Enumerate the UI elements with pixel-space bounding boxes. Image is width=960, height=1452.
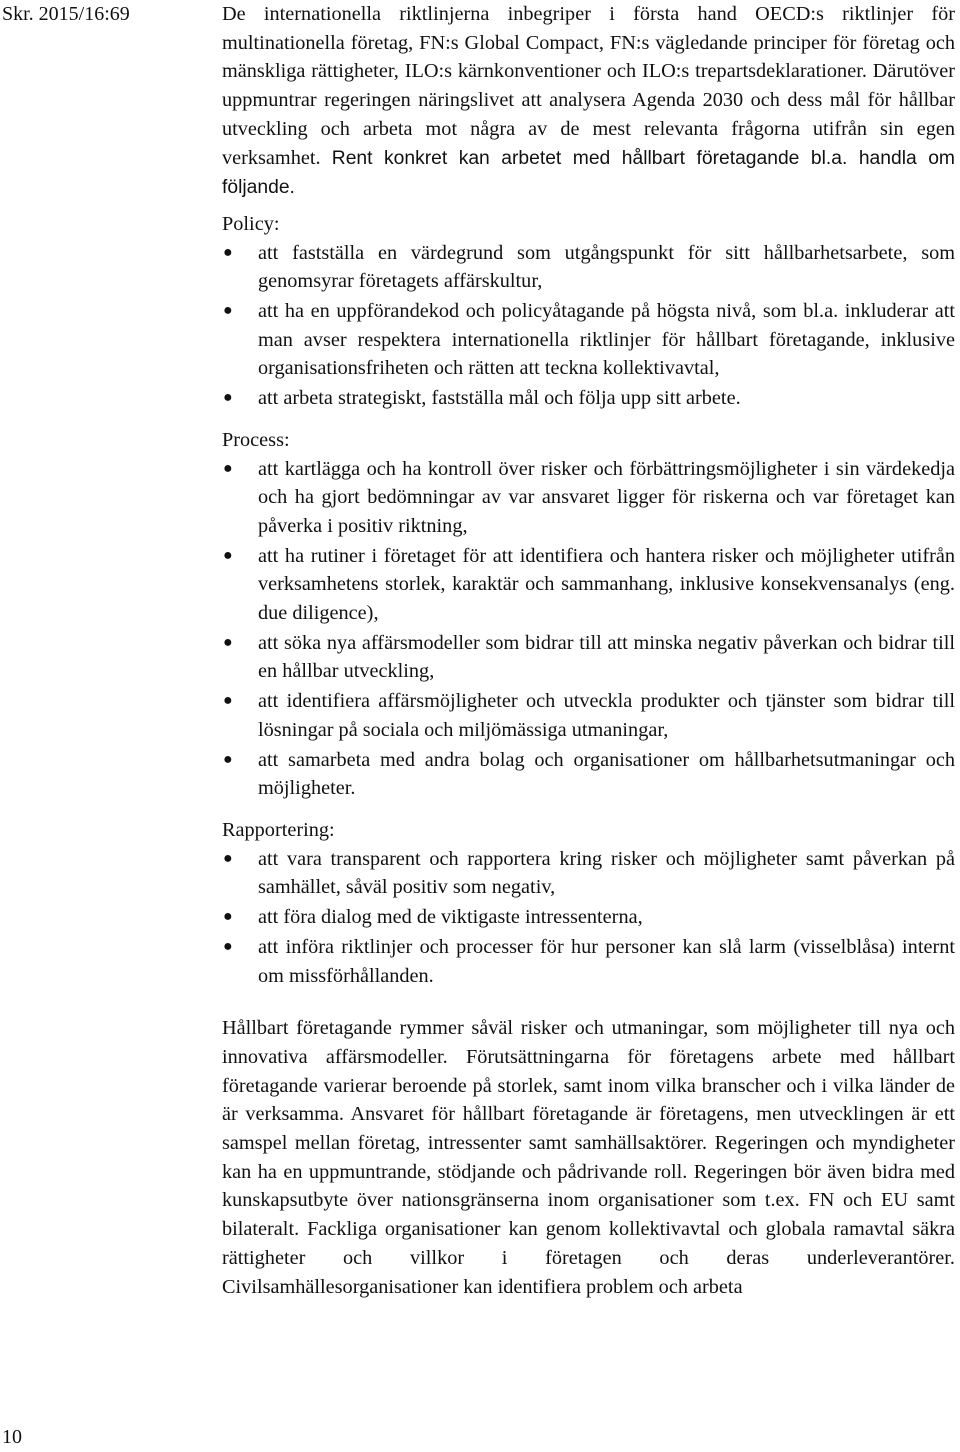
bullet-icon: ● bbox=[223, 937, 233, 955]
closing-section bbox=[222, 1014, 955, 1301]
list-item: ● att införa riktlinjer och processer för hur personer kan slå larm (visselblåsa) internt om missförhållanden. bbox=[222, 933, 955, 990]
list-item: ● att fastställa en värdegrund som utgångspunkt för sitt hållbarhetsarbete, som genomsyrar företagets affärskultur, bbox=[222, 239, 955, 296]
list-item: ● att samarbeta med andra bolag och organisationer om hållbarhetsutmaningar och möjligheter. bbox=[222, 746, 955, 803]
document-reference: Skr. 2015/16:69 bbox=[2, 3, 130, 25]
bullet-icon: ● bbox=[223, 908, 233, 926]
intro-text-sans: Rent konkret kan arbetet med hållbart företagande bl.a. handla om följande. bbox=[222, 147, 955, 199]
page-body bbox=[222, 0, 955, 1301]
reporting-list bbox=[222, 845, 955, 991]
list-item: ● att kartlägga och ha kontroll över risker och förbättringsmöjligheter i sin värdekedja och ha gjort bedömningar av var ansvaret ligger för riskerna och var företaget kan påverka i positiv riktning, bbox=[222, 455, 955, 541]
bullet-icon: ● bbox=[223, 389, 233, 407]
policy-list bbox=[222, 239, 955, 413]
section-heading-policy: Policy: bbox=[222, 212, 280, 235]
bullet-icon: ● bbox=[223, 243, 233, 261]
bullet-icon: ● bbox=[223, 750, 233, 768]
section-heading-process: Process: bbox=[222, 428, 290, 451]
closing-paragraph: Hållbart företagande rymmer såväl risker och utmaningar, som möjligheter till nya och innovativa affärsmodeller. Förutsättningarna för företagens arbete med hållbart företagande varierar beroende på storlek, samt inom vilka branscher och i vilka länder de är verksamma. Ansvaret för hållbart företagande är företagens, men utvecklingen är ett samspel mellan företag, intressenter samt samhällsaktörer. Regeringen och myndigheter kan ha en uppmuntrande, stödjande och pådrivande roll. Regeringen bör även bidra med kunskapsutbyte över nationsgränserna inom organisationer som t.ex. FN och EU samt bilateralt. Fackliga organisationer kan genom kollektivavtal och globala ramavtal säkra rättigheter och villkor i företagen och deras underleverantörer. Civilsamhällesorganisationer kan identifiera problem och arbeta bbox=[222, 1017, 955, 1298]
bullet-icon: ● bbox=[223, 633, 233, 651]
list-item: ● att vara transparent och rapportera kring risker och möjligheter samt påverkan på samhället, såväl positiv som negativ, bbox=[222, 845, 955, 902]
list-item: ● att söka nya affärsmodeller som bidrar till att minska negativ påverkan och bidrar till en hållbar utveckling, bbox=[222, 629, 955, 686]
list-item: ● att ha en uppförandekod och policyåtagande på högsta nivå, som bl.a. inkluderar att man avser respektera internationella riktlinjer för hållbart företagande, inklusive organisationsfriheten och rätten att teckna kollektivavtal, bbox=[222, 297, 955, 383]
section-heading-reporting: Rapportering: bbox=[222, 818, 335, 841]
list-item: ● att identifiera affärsmöjligheter och utveckla produkter och tjänster som bidrar till lösningar på sociala och miljömässiga utmaningar, bbox=[222, 687, 955, 744]
intro-text: De internationella riktlinjerna inbegriper i första hand OECD:s riktlinjer för multinationella företag, FN:s Global Compact, FN:s vägledande principer för företag och mänskliga rättigheter, ILO:s kärnkonventioner och ILO:s trepartsdeklarationer. Därutöver uppmuntrar regeringen näringslivet att analysera Agenda 2030 och dess mål för hållbar utveckling och arbeta mot några av de mest relevanta frågorna utifrån sin egen verksamhet. bbox=[222, 3, 955, 169]
page-number: 10 bbox=[2, 1426, 22, 1448]
bullet-icon: ● bbox=[223, 849, 233, 867]
list-item: ● att ha rutiner i företaget för att identifiera och hantera risker och möjligheter utifrån verksamhetens storlek, karaktär och sammanhang, inklusive konsekvensanalys (eng. due diligence), bbox=[222, 542, 955, 628]
process-list bbox=[222, 455, 955, 803]
bullet-icon: ● bbox=[223, 692, 233, 710]
bullet-icon: ● bbox=[223, 546, 233, 564]
list-item: ● att föra dialog med de viktigaste intressenterna, bbox=[222, 903, 955, 932]
intro-paragraph bbox=[222, 0, 955, 203]
list-item: ● att arbeta strategiskt, fastställa mål och följa upp sitt arbete. bbox=[222, 384, 955, 413]
bullet-icon: ● bbox=[223, 302, 233, 320]
bullet-icon: ● bbox=[223, 459, 233, 477]
